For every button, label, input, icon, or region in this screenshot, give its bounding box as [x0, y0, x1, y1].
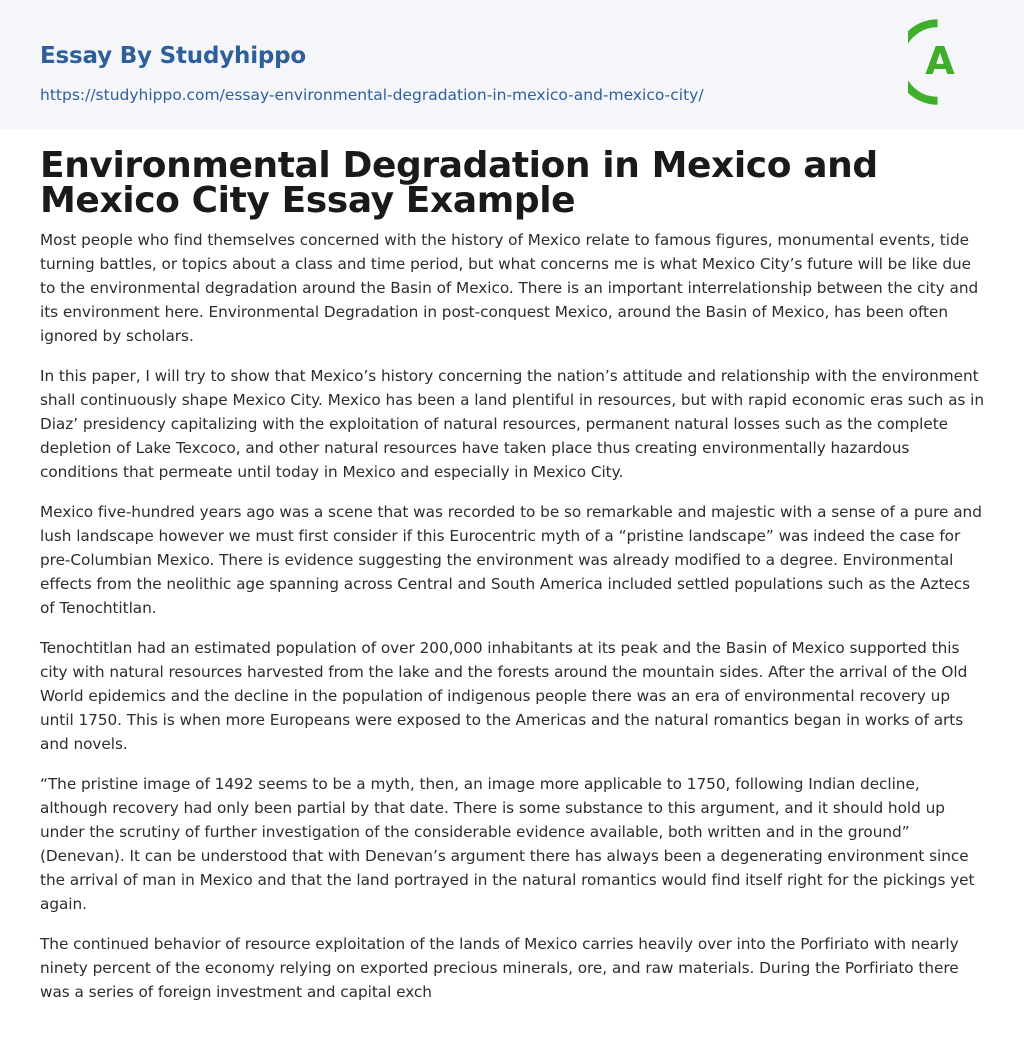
paragraph-5: “The pristine image of 1492 seems to be a myth, then, an image more applicable to 1750, following Indian decline, although recovery had only been partial by that date. There is some substance to this argument, and it should hold up under the scrutiny of further investigation of the considerable evidence available, both written and in the ground” (Denevan). It can be understood that with Denevan’s argument there has always been a degenerating environment since the arrival of man in Mexico and that the land portrayed in the natural romantics would find itself right for the pickings yet again.: [40, 775, 975, 913]
paragraph-6: The continued behavior of resource exploitation of the lands of Mexico carries heavily over into the Porfiriato with nearly ninety percent of the economy relying on exported precious minerals, ore, and raw materials. During the Porfiriato there was a series of foreign investment and capital exch: [40, 935, 959, 1001]
brand-title[interactable]: Essay By Studyhippo: [40, 43, 307, 69]
paragraph-2: In this paper, I will try to show that Mexico’s history concerning the nation’s attitude and relationship with the environment shall continuously shape Mexico City. Mexico has been a land plentiful in resources, but with rapid economic eras such as in Diaz’ presidency capitalizing with the exploitation of natural resources, permanent natural losses such as the complete depletion of Lake Texcoco, and other natural resources have taken place thus creating environmentally hazardous conditions that permeate until today in Mexico and especially in Mexico City.: [40, 367, 985, 481]
article: [40, 145, 988, 1020]
paragraph-3: Mexico five-hundred years ago was a scene that was recorded to be so remarkable and majestic with a sense of a pure and lush landscape however we must first consider if this Eurocentric myth of a “pristine landscape” was indeed the case for pre-Columbian Mexico. There is evidence suggesting the environment was already modified to a degree. Environmental effects from the neolithic age spanning across Central and South America included settled populations such as the Aztecs of Tenochtitlan.: [40, 503, 982, 617]
studyhippo-logo-icon[interactable]: [908, 18, 988, 106]
site-header: [0, 0, 1024, 129]
paragraph-1: Most people who find themselves concerned with the history of Mexico relate to famous figures, monumental events, tide turning battles, or topics about a class and time period, but what concerns me is what Mexico City’s future will be like due to the environmental degradation around the Basin of Mexico. There is an important interrelationship between the city and its environment here. Environmental Degradation in post-conquest Mexico, around the Basin of Mexico, has been often ignored by scholars.: [40, 231, 979, 345]
essay-url-link[interactable]: https://studyhippo.com/essay-environmental-degradation-in-mexico-and-mexico-city/: [40, 86, 704, 104]
logo-letter: A: [925, 39, 955, 83]
page-title: Environmental Degradation in Mexico and Mexico City Essay Example: [40, 145, 878, 221]
paragraph-4: Tenochtitlan had an estimated population of over 200,000 inhabitants at its peak and the Basin of Mexico supported this city with natural resources harvested from the lake and the forests around the mountain sides. After the arrival of the Old World epidemics and the decline in the population of indigenous people there was an era of environmental recovery up until 1750. This is when more Europeans were exposed to the Americas and the natural romantics began in works of arts and novels.: [40, 639, 968, 753]
